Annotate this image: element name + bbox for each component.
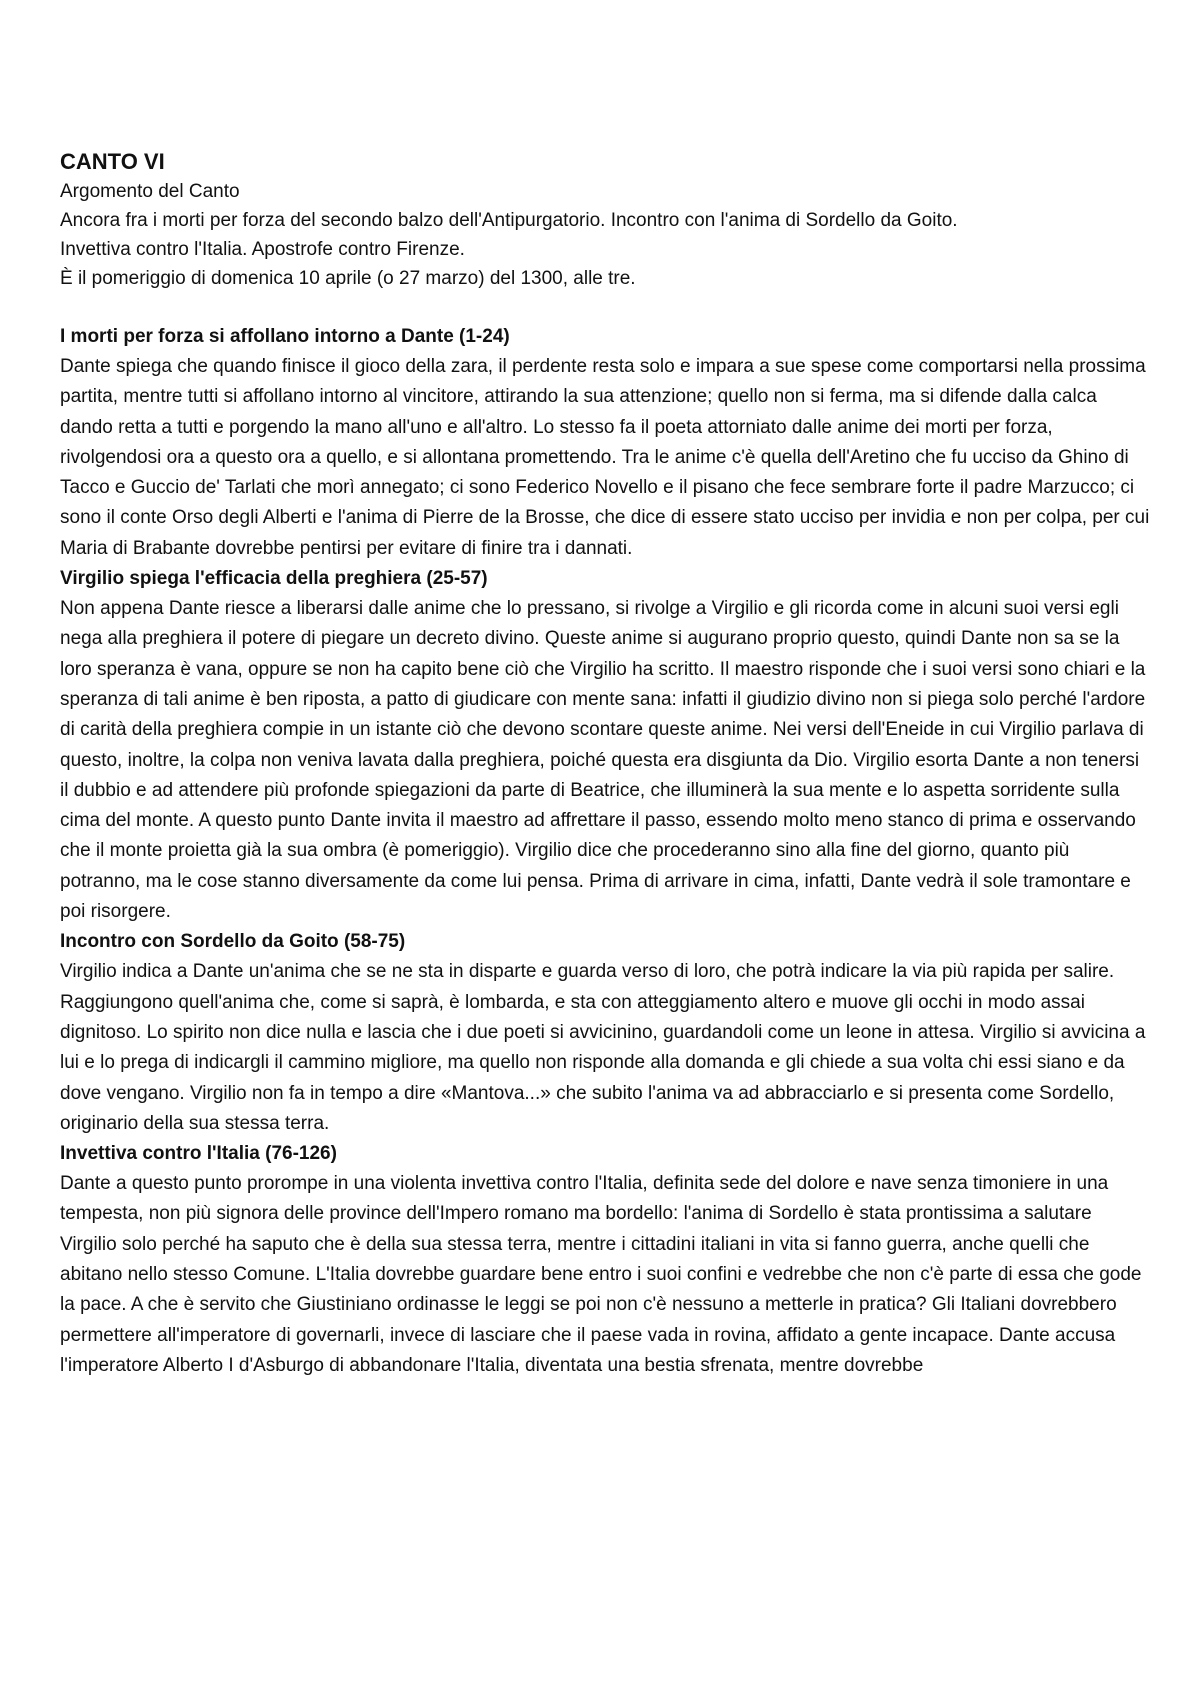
intro-summary-line: Ancora fra i morti per forza del secondo balzo dell'Antipurgatorio. Incontro con l'anima di Sordello da Goito. bbox=[60, 210, 958, 231]
intro-time-line: È il pomeriggio di domenica 10 aprile (o 27 marzo) del 1300, alle tre. bbox=[60, 268, 636, 289]
blank-line bbox=[60, 293, 1152, 322]
section-invettiva-italia bbox=[60, 1139, 1152, 1381]
intro-summary-line: Invettiva contro l'Italia. Apostrofe contro Firenze. bbox=[60, 239, 465, 260]
section-body: Virgilio indica a Dante un'anima che se ne sta in disparte e guarda verso di loro, che potrà indicare la via più rapida per salire. Raggiungono quell'anima che, come si saprà, è lombarda, e sta con atteggiamento altero e muove gli occhi in modo assai dignitoso. Lo spirito non dice nulla e lascia che i due poeti si avvicinino, guardandoli come un leone in attesa. Virgilio si avvicina a lui e lo prega di indicargli il cammino migliore, ma quello non risponde alla domanda e gli chiede a sua volta chi essi siano e da dove vengano. Virgilio non fa in tempo a dire «Mantova...» che subito l'anima va ad abbracciarlo e si presenta come Sordello, originario della sua stessa terra. bbox=[60, 961, 1146, 1134]
section-heading: Incontro con Sordello da Goito (58-75) bbox=[60, 931, 406, 953]
section-efficacia-preghiera bbox=[60, 564, 1152, 927]
section-heading: Invettiva contro l'Italia (76-126) bbox=[60, 1143, 337, 1165]
section-body: Dante a questo punto prorompe in una violenta invettiva contro l'Italia, definita sede del dolore e nave senza timoniere in una tempesta, non più signora delle province dell'Impero romano ma bordello: l'anima di Sordello è stata prontissima a salutare Virgilio solo perché ha saputo che è della sua stessa terra, mentre i cittadini italiani in vita si fanno guerra, anche quelli che abitano nello stesso Comune. L'Italia dovrebbe guardare bene entro i suoi confini e vedrebbe che non c'è parte di essa che gode la pace. A che è servito che Giustiniano ordinasse le leggi se poi non c'è nessuno a metterle in pratica? Gli Italiani dovrebbero permettere all'imperatore di governarli, invece di lasciare che il paese vada in rovina, affidato a gente incapace. Dante accusa l'imperatore Alberto I d'Asburgo di abbandonare l'Italia, diventata una bestia sfrenata, mentre dovrebbe bbox=[60, 1173, 1142, 1376]
section-body: Non appena Dante riesce a liberarsi dalle anime che lo pressano, si rivolge a Virgilio e gli ricorda come in alcuni suoi versi egli nega alla preghiera il potere di piegare un decreto divino. Queste anime si augurano proprio questo, quindi Dante non sa se la loro speranza è vana, oppure se non ha capito bene ciò che Virgilio ha scritto. Il maestro risponde che i suoi versi sono chiari e la speranza di tali anime è ben riposta, a patto di giudicare con mente sana: infatti il giudizio divino non si piega solo perché l'ardore di carità della preghiera compie in un istante ciò che devono scontare queste anime. Nei versi dell'Eneide in cui Virgilio parlava di questo, inoltre, la colpa non veniva lavata dalla preghiera, poiché questa era disgiunta da Dio. Virgilio esorta Dante a non tenersi il dubbio e ad attendere più profonde spiegazioni da parte di Beatrice, che illuminerà la sua mente e lo aspetta sorridente sulla cima del monte. A questo punto Dante invita il maestro ad affrettare il passo, essendo molto meno stanco di prima e osservando che il monte proietta già la sua ombra (è pomeriggio). Virgilio dice che procederanno sino alla fine del giorno, quanto più potranno, ma le cose stanno diversamente da come lui pensa. Prima di arrivare in cima, infatti, Dante vedrà il sole tramontare e poi risorgere. bbox=[60, 598, 1146, 923]
section-body: Dante spiega che quando finisce il gioco della zara, il perdente resta solo e impara a sue spese come comportarsi nella prossima partita, mentre tutti si affollano intorno al vincitore, attirando la sua attenzione; quello non si ferma, ma si difende dalla calca dando retta a tutti e porgendo la mano all'uno e all'altro. Lo stesso fa il poeta attorniato dalle anime dei morti per forza, rivolgendosi ora a questo ora a quello, e si allontana promettendo. Tra le anime c'è quella dell'Aretino che fu ucciso da Ghino di Tacco e Guccio de' Tarlati che morì annegato; ci sono Federico Novello e il pisano che fece sembrare forte il padre Marzucco; ci sono il conte Orso degli Alberti e l'anima di Pierre de la Brosse, che dice di essere stato ucciso per invidia e non per colpa, per cui Maria di Brabante dovrebbe pentirsi per evitare di finire tra i dannati. bbox=[60, 356, 1150, 559]
section-heading: I morti per forza si affollano intorno a Dante (1-24) bbox=[60, 326, 510, 347]
section-morti-per-forza bbox=[60, 322, 1152, 564]
intro-subtitle: Argomento del Canto bbox=[60, 181, 240, 202]
section-heading: Virgilio spiega l'efficacia della preghiera (25-57) bbox=[60, 568, 488, 590]
section-sordello bbox=[60, 927, 1152, 1139]
canto-intro bbox=[60, 177, 1152, 293]
canto-title: CANTO VI bbox=[60, 149, 165, 174]
